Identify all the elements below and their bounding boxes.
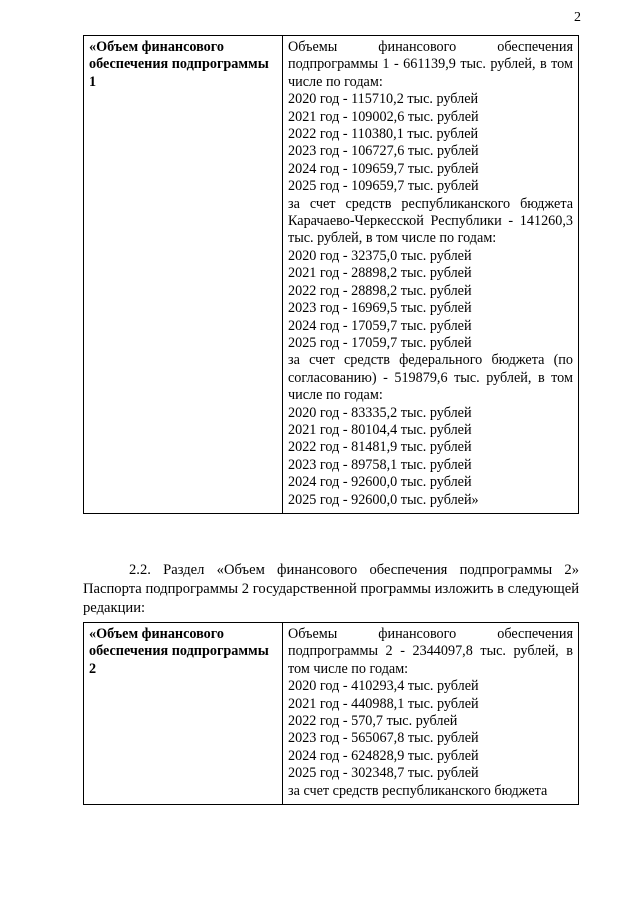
text-line: 2023 год - 16969,5 тыс. рублей — [288, 300, 472, 317]
text-line: 2021 год - 28898,2 тыс. рублей — [288, 265, 472, 282]
funding-table-subprogram-2 — [83, 622, 579, 805]
text-line: за счет средств федерального бюджета (по согласованию) - 519879,6 тыс. рублей, в том числе по годам: — [288, 352, 573, 404]
text-line: Объемы финансового обеспечения подпрограммы 2 - 2344097,8 тыс. рублей, в том числе по годам: — [288, 626, 573, 677]
funding-table-subprogram-1 — [83, 35, 579, 514]
table-row — [84, 36, 579, 514]
text-line: 2025 год - 302348,7 тыс. рублей — [288, 765, 479, 782]
text-line: 2023 год - 565067,8 тыс. рублей — [288, 730, 479, 747]
funding-details — [283, 36, 579, 514]
text-line: 2024 год - 624828,9 тыс. рублей — [288, 747, 479, 764]
text-line: 2024 год - 92600,0 тыс. рублей — [288, 474, 472, 491]
funding-details — [283, 623, 579, 805]
text-line: 2021 год - 80104,4 тыс. рублей — [288, 421, 472, 438]
text-line: 2021 год - 109002,6 тыс. рублей — [288, 108, 479, 125]
row-label: «Объем финансового обеспечения подпрограммы 1 — [84, 36, 283, 514]
text-line: 2023 год - 106727,6 тыс. рублей — [288, 143, 479, 160]
table-row — [84, 623, 579, 805]
text-line: 2025 год - 109659,7 тыс. рублей — [288, 178, 479, 195]
text-line: 2020 год - 115710,2 тыс. рублей — [288, 91, 479, 108]
text-line: Объемы финансового обеспечения подпрограммы 1 - 661139,9 тыс. рублей, в том числе по годам: — [288, 39, 573, 90]
page-number: 2 — [574, 10, 581, 25]
text-line: за счет средств республиканского бюджета — [288, 782, 548, 799]
amendment-paragraph — [83, 561, 579, 618]
text-line: 2025 год - 17059,7 тыс. рублей — [288, 334, 472, 351]
text-line: 2024 год - 109659,7 тыс. рублей — [288, 160, 479, 177]
text-line: 2021 год - 440988,1 тыс. рублей — [288, 695, 479, 712]
row-label: «Объем финансового обеспечения подпрограммы 2 — [84, 623, 283, 805]
text-line: 2020 год - 32375,0 тыс. рублей — [288, 247, 472, 264]
text-line: 2022 год - 81481,9 тыс. рублей — [288, 439, 472, 456]
text-line: 2022 год - 28898,2 тыс. рублей — [288, 282, 472, 299]
text-line: 2020 год - 83335,2 тыс. рублей — [288, 404, 472, 421]
text-line: 2020 год - 410293,4 тыс. рублей — [288, 678, 479, 695]
text-line: 2022 год - 110380,1 тыс. рублей — [288, 126, 479, 143]
text-line: 2023 год - 89758,1 тыс. рублей — [288, 456, 472, 473]
text-line: 2022 год - 570,7 тыс. рублей — [288, 713, 458, 730]
text-line: 2025 год - 92600,0 тыс. рублей» — [288, 491, 479, 508]
text-line: 2024 год - 17059,7 тыс. рублей — [288, 317, 472, 334]
paragraph-text: 2.2. Раздел «Объем финансового обеспечения подпрограммы 2» Паспорта подпрограммы 2 государственной программы изложить в следующей редакции: — [83, 561, 579, 616]
text-line: за счет средств республиканского бюджета Карачаево-Черкесской Республики - 141260,3 тыс. рублей, в том числе по годам: — [288, 195, 573, 247]
